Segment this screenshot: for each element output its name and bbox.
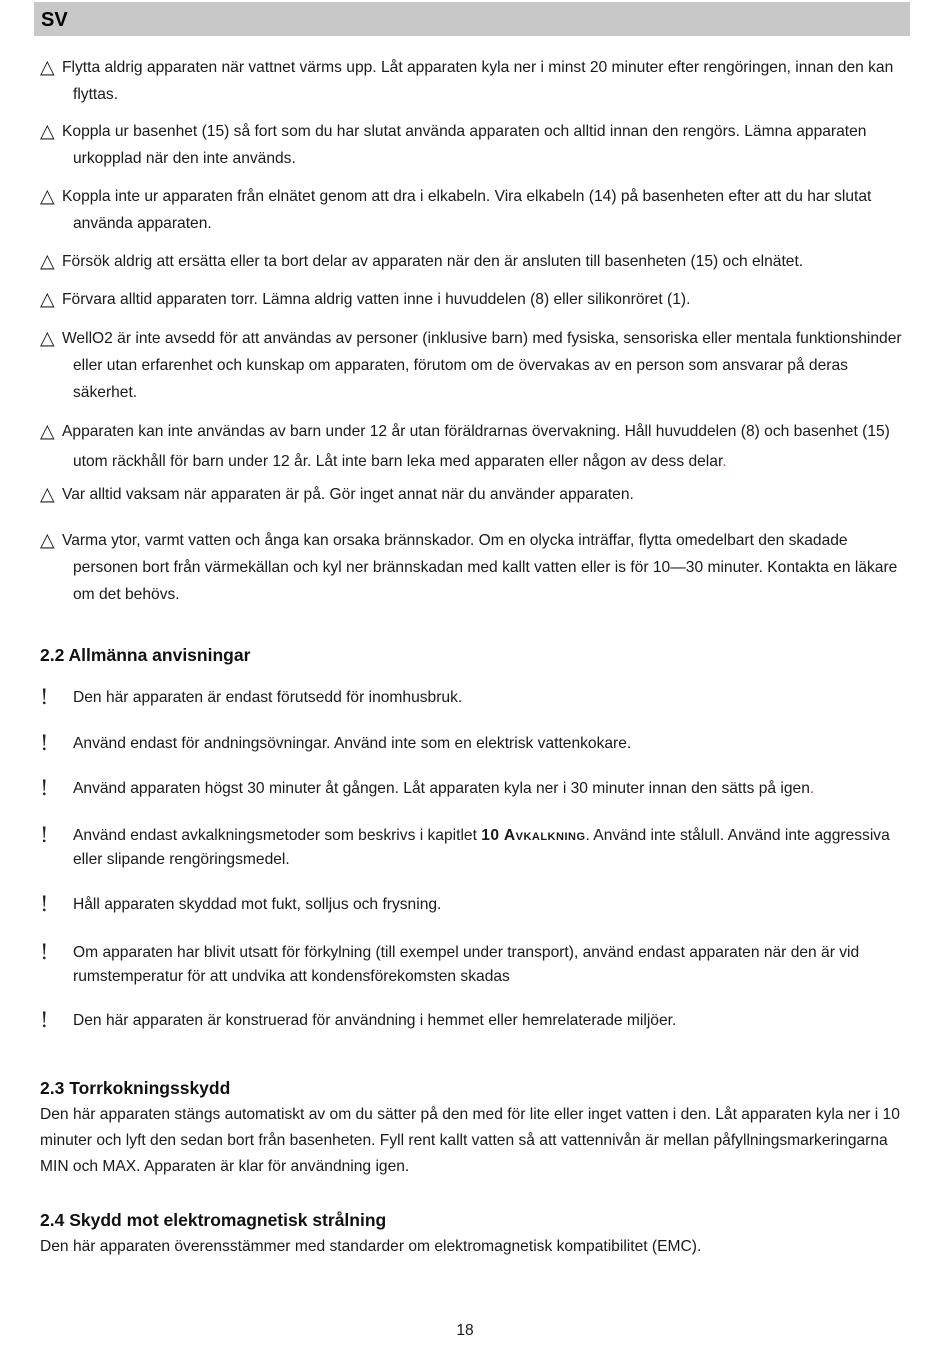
instruction-item: ! Om apparaten har blivit utsatt för förkylning (till exempel under transport), använd endast apparaten när den är vid rumstemperatur för att undvika att kondensförekomsten skadas [40, 941, 900, 989]
exclamation-icon: ! [40, 776, 49, 800]
exclamation-icon: ! [40, 823, 49, 847]
warning-triangle-icon: △ [40, 56, 55, 78]
warning-item: △ Koppla inte ur apparaten från elnätet genom att dra i elkabeln. Vira elkabeln (14) på basenheten efter att du har slutat använda apparaten. [40, 185, 872, 232]
warning-triangle-icon: △ [40, 288, 55, 310]
warning-triangle-icon: △ [40, 483, 55, 505]
language-header: SV [34, 2, 910, 36]
red-period: . [809, 780, 815, 797]
instruction-item: ! Håll apparaten skyddad mot fukt, solljus och frysning. [40, 893, 900, 917]
section-heading-2-4: 2.4 Skydd mot elektromagnetisk strålning [40, 1210, 387, 1230]
warning-item: △ Apparaten kan inte användas av barn under 12 år utan föräldrarnas övervakning. Håll huvuddelen (8) och basenhet (15) utom räckhåll för barn under 12 år. Låt inte barn leka med apparaten eller någon av dess delar. [40, 416, 912, 477]
red-period: . [722, 453, 727, 470]
section-heading-2-2: 2.2 Allmänna anvisningar [40, 645, 251, 665]
warning-triangle-icon: △ [40, 185, 55, 207]
exclamation-icon: ! [40, 1008, 49, 1032]
exclamation-icon: ! [40, 892, 49, 916]
section-body-2-3: Den här apparaten stängs automatiskt av om du sätter på den med för lite eller inget vatten i den. Låt apparaten kyla ner i 10 minuter och lyft den sedan bort från basenheten. Fyll rent kallt vatten så att vattennivån är mellan påfyllningsmarkeringarna MIN och MAX. Apparaten är klar för användning igen. [40, 1106, 900, 1175]
warning-item: △ Förvara alltid apparaten torr. Lämna aldrig vatten inne i huvuddelen (8) eller silikonröret (1). [40, 286, 912, 313]
instruction-item: ! Använd apparaten högst 30 minuter åt gången. Låt apparaten kyla ner i 30 minuter innan den sätts på igen. [40, 777, 900, 801]
section-heading-2-3: 2.3 Torrkokningsskydd [40, 1078, 231, 1098]
warning-item: △ Varma ytor, varmt vatten och ånga kan orsaka brännskador. Om en olycka inträffar, flytta omedelbart den skadade personen bort från värmekällan och kyl ner brännskadan med kallt vatten eller is för 10—30 minuter. Kontakta en läkare om det behövs. [40, 529, 898, 603]
exclamation-icon: ! [40, 685, 49, 709]
instruction-item: ! Den här apparaten är endast förutsedd för inomhusbruk. [40, 686, 900, 710]
section-body-2-4: Den här apparaten överensstämmer med standarder om elektromagnetisk kompatibilitet (EMC). [40, 1238, 702, 1255]
page-number: 18 [456, 1322, 474, 1339]
warning-triangle-icon: △ [40, 420, 55, 442]
warning-item: △ Var alltid vaksam när apparaten är på. Gör inget annat när du använder apparaten. [40, 481, 912, 508]
warning-item: △ Koppla ur basenhet (15) så fort som du har slutat använda apparaten och alltid innan den rengörs. Lämna apparaten urkopplad när den inte används. [40, 120, 867, 167]
instruction-item: ! Använd endast för andningsövningar. Använd inte som en elektrisk vattenkokare. [40, 732, 900, 756]
instruction-item: ! Den här apparaten är konstruerad för användning i hemmet eller hemrelaterade miljöer. [40, 1009, 900, 1033]
warning-item: △ WellO2 är inte avsedd för att användas av personer (inklusive barn) med fysiska, sensoriska eller mentala funktionshinder eller utan erfarenhet och kunskap om apparaten, förutom om de övervakas av en person som ansvarar på deras säkerhet. [40, 327, 902, 401]
warning-triangle-icon: △ [40, 529, 55, 551]
warning-item: △ Flytta aldrig apparaten när vattnet värms upp. Låt apparaten kyla ner i minst 20 minuter efter rengöringen, innan den kan flyttas. [40, 56, 894, 103]
warning-triangle-icon: △ [40, 327, 55, 349]
chapter-reference: 10 Avkalkning [481, 827, 586, 844]
exclamation-icon: ! [40, 731, 49, 755]
warning-triangle-icon: △ [40, 250, 55, 272]
warning-item: △ Försök aldrig att ersätta eller ta bort delar av apparaten när den är ansluten till basenheten (15) och elnätet. [40, 248, 912, 275]
warning-triangle-icon: △ [40, 120, 55, 142]
exclamation-icon: ! [40, 940, 49, 964]
instruction-item: ! Använd endast avkalkningsmetoder som beskrivs i kapitlet 10 Avkalkning. Använd inte stålull. Använd inte aggressiva eller slipande rengöringsmedel. [40, 824, 900, 872]
